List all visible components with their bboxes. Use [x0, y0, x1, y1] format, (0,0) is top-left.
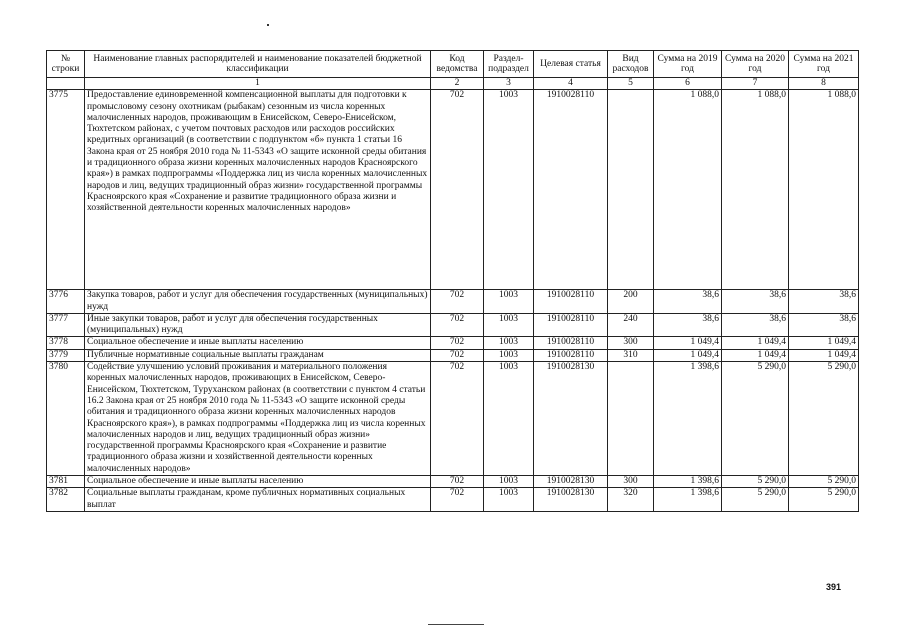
row-name: Закупка товаров, работ и услуг для обеспечения государственных (муниципальных) нужд	[85, 290, 431, 314]
row-dept-code: 702	[431, 313, 484, 337]
header-row-number: № строки	[47, 51, 85, 78]
row-section: 1003	[484, 488, 534, 512]
row-target-article: 1910028110	[534, 337, 608, 349]
row-dept-code: 702	[431, 362, 484, 476]
table-row	[47, 90, 859, 290]
row-target-article: 1910028110	[534, 349, 608, 361]
footer-rule	[428, 624, 484, 625]
table-row	[47, 362, 859, 476]
column-number: 2	[431, 78, 484, 90]
row-expense-type	[608, 362, 654, 476]
row-number: 3775	[47, 90, 85, 290]
header-sum-2019: Сумма на 2019 год	[654, 51, 722, 78]
row-dept-code: 702	[431, 349, 484, 361]
row-number: 3779	[47, 349, 85, 361]
table-row	[47, 290, 859, 314]
row-number: 3781	[47, 476, 85, 488]
column-number: 7	[722, 78, 789, 90]
row-expense-type: 240	[608, 313, 654, 337]
header-expense-type: Вид расходов	[608, 51, 654, 78]
table-row	[47, 337, 859, 349]
column-number-row	[47, 78, 859, 90]
column-number	[47, 78, 85, 90]
table-header-row	[47, 51, 859, 78]
row-sum-2019: 1 398,6	[654, 488, 722, 512]
column-number: 5	[608, 78, 654, 90]
row-sum-2020: 38,6	[722, 313, 789, 337]
row-expense-type	[608, 90, 654, 290]
row-number: 3782	[47, 488, 85, 512]
row-expense-type: 300	[608, 337, 654, 349]
row-dept-code: 702	[431, 488, 484, 512]
row-target-article: 1910028130	[534, 476, 608, 488]
row-number: 3780	[47, 362, 85, 476]
header-sum-2020: Сумма на 2020 год	[722, 51, 789, 78]
row-sum-2021: 38,6	[789, 313, 859, 337]
header-dept-code: Код ведомства	[431, 51, 484, 78]
row-target-article: 1910028130	[534, 362, 608, 476]
row-name: Содействие улучшению условий проживания и материального положения коренных малочисленных народов, проживающих в Енисейском, Северо-Енисейском, Тюхтетском, Туруханском районах (в соответствии с пунктом 4 статьи 16.2 Закона края от 25 ноября 2010 года № 11-5343 «О защите исконной среды обитания и традиционного образа жизни коренных малочисленных народов Красноярского края»), в рамках подпрограммы «Поддержка лиц из числа коренных малочисленных народов и лиц, ведущих традиционный образ жизни» государственной программы Красноярского края «Сохранение и развитие традиционного образа жизни и хозяйственной деятельности коренных малочисленных народов»	[85, 362, 431, 476]
row-section: 1003	[484, 90, 534, 290]
row-sum-2019: 1 088,0	[654, 90, 722, 290]
header-name: Наименование главных распорядителей и наименование показателей бюджетной классификации	[85, 51, 431, 78]
row-dept-code: 702	[431, 476, 484, 488]
table-row	[47, 313, 859, 337]
row-sum-2019: 1 398,6	[654, 476, 722, 488]
header-section: Раздел-подраздел	[484, 51, 534, 78]
row-name: Социальное обеспечение и иные выплаты населению	[85, 337, 431, 349]
row-name: Социальные выплаты гражданам, кроме публичных нормативных социальных выплат	[85, 488, 431, 512]
row-target-article: 1910028110	[534, 290, 608, 314]
row-section: 1003	[484, 476, 534, 488]
row-name: Предоставление единовременной компенсационной выплаты для подготовки к промысловому сезону охотникам (рыбакам) сезонным из числа коренных малочисленных народов, проживающим в Енисейском, Северо-Енисейском, Тюхтетском районах, с учетом почтовых расходов или расходов российских кредитных организаций (в соответствии с подпунктом «б» пункта 1 статьи 16 Закона края от 25 ноября 2010 года № 11-5343 «О защите исконной среды обитания и традиционного образа жизни коренных малочисленных народов Красноярского края») в рамках подпрограммы «Поддержка лиц из числа коренных малочисленных народов и лиц, ведущих традиционный образ жизни» государственной программы Красноярского края «Сохранение и развитие традиционного образа жизни и хозяйственной деятельности коренных малочисленных народов»	[85, 90, 431, 290]
row-sum-2021: 5 290,0	[789, 476, 859, 488]
table-row	[47, 488, 859, 512]
table-row	[47, 476, 859, 488]
row-number: 3776	[47, 290, 85, 314]
row-expense-type: 320	[608, 488, 654, 512]
row-sum-2021: 5 290,0	[789, 488, 859, 512]
row-section: 1003	[484, 313, 534, 337]
column-number: 3	[484, 78, 534, 90]
row-dept-code: 702	[431, 290, 484, 314]
row-section: 1003	[484, 362, 534, 476]
row-expense-type: 310	[608, 349, 654, 361]
page-number: 391	[826, 582, 842, 592]
row-sum-2020: 5 290,0	[722, 362, 789, 476]
row-number: 3777	[47, 313, 85, 337]
row-name: Социальное обеспечение и иные выплаты населению	[85, 476, 431, 488]
row-sum-2019: 1 049,4	[654, 337, 722, 349]
row-expense-type: 200	[608, 290, 654, 314]
row-sum-2020: 5 290,0	[722, 476, 789, 488]
row-sum-2021: 1 088,0	[789, 90, 859, 290]
row-sum-2019: 38,6	[654, 290, 722, 314]
row-section: 1003	[484, 349, 534, 361]
row-sum-2020: 38,6	[722, 290, 789, 314]
row-target-article: 1910028110	[534, 90, 608, 290]
row-sum-2020: 1 088,0	[722, 90, 789, 290]
column-number: 1	[85, 78, 431, 90]
row-dept-code: 702	[431, 90, 484, 290]
row-number: 3778	[47, 337, 85, 349]
column-number: 8	[789, 78, 859, 90]
row-sum-2019: 1 049,4	[654, 349, 722, 361]
row-section: 1003	[484, 290, 534, 314]
header-sum-2021: Сумма на 2021 год	[789, 51, 859, 78]
row-sum-2021: 1 049,4	[789, 349, 859, 361]
row-sum-2019: 1 398,6	[654, 362, 722, 476]
row-expense-type: 300	[608, 476, 654, 488]
row-sum-2020: 5 290,0	[722, 488, 789, 512]
row-sum-2019: 38,6	[654, 313, 722, 337]
row-sum-2020: 1 049,4	[722, 349, 789, 361]
table-row	[47, 349, 859, 361]
row-target-article: 1910028110	[534, 313, 608, 337]
row-target-article: 1910028130	[534, 488, 608, 512]
scan-dot	[267, 24, 269, 26]
header-target-article: Целевая статья	[534, 51, 608, 78]
row-sum-2021: 1 049,4	[789, 337, 859, 349]
row-name: Иные закупки товаров, работ и услуг для обеспечения государственных (муниципальных) нужд	[85, 313, 431, 337]
row-section: 1003	[484, 337, 534, 349]
row-dept-code: 702	[431, 337, 484, 349]
row-sum-2021: 5 290,0	[789, 362, 859, 476]
column-number: 6	[654, 78, 722, 90]
row-name: Публичные нормативные социальные выплаты гражданам	[85, 349, 431, 361]
row-sum-2021: 38,6	[789, 290, 859, 314]
row-sum-2020: 1 049,4	[722, 337, 789, 349]
column-number: 4	[534, 78, 608, 90]
budget-table	[46, 50, 859, 512]
